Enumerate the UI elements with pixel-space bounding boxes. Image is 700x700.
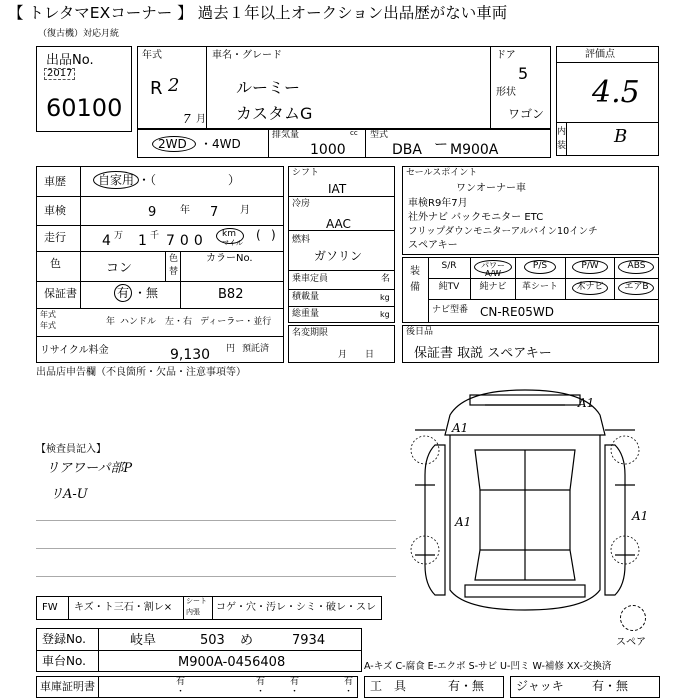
car-name: ルーミー <box>236 78 301 97</box>
lot-number: 60100 <box>46 94 123 122</box>
car-grade: カスタムG <box>236 104 313 123</box>
lot-label: 出品No. <box>46 53 94 68</box>
model-code: M900A <box>450 142 499 158</box>
header-banner: 【 トレタマEXコーナー 】 過去１年以上オークション出品歴がない車両 <box>8 4 508 22</box>
car-damage-diagram <box>405 385 665 625</box>
recycle-fee: 9,130 <box>170 347 211 363</box>
interior-score: B <box>614 126 628 147</box>
spare-tire-icon <box>620 605 646 631</box>
navi-model: CN-RE05WD <box>480 305 554 319</box>
chassis-number: M900A-0456408 <box>178 655 286 670</box>
damage-mark: A1 <box>578 396 595 410</box>
header-note: （復古機）対応月統 <box>38 29 120 39</box>
score-value: 4.5 <box>592 75 640 110</box>
lot-year-stamp: 2017 <box>44 68 75 80</box>
